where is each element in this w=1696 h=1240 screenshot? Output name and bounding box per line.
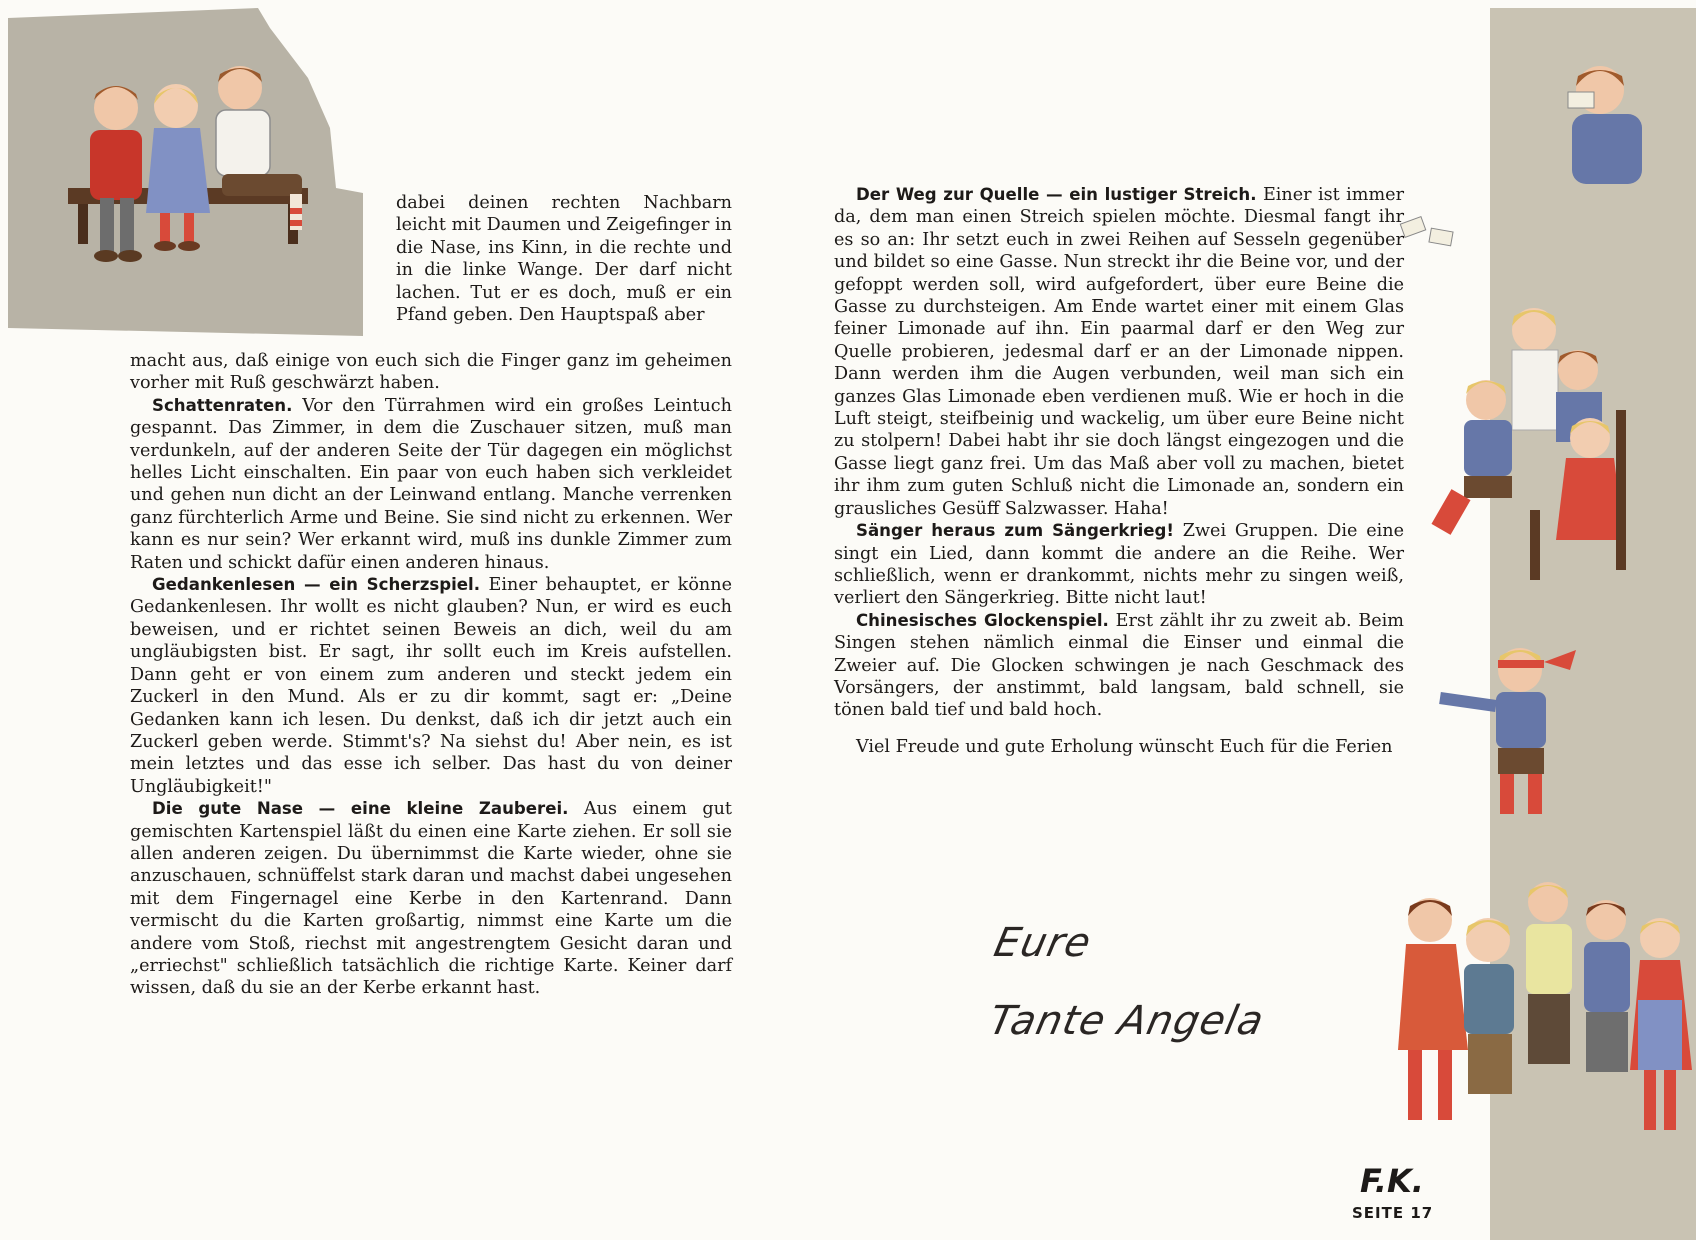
signature-line-1: Eure	[990, 920, 1096, 966]
section-title: Sänger heraus zum Sängerkrieg!	[856, 521, 1174, 541]
right-column	[834, 184, 1404, 758]
section-title: Gedankenlesen — ein Scherzspiel.	[152, 575, 481, 595]
intro-text-top	[396, 192, 732, 326]
section-body: Zwei Gruppen. Die eine singt ein Lied, dann kommt die andere an die Reihe. Wer schließlich, wenn er drankommt, nichts mehr zu singen weiß, verliert den Sängerkrieg. Bitte nicht laut!	[834, 521, 1404, 609]
children-group-illustration	[1378, 880, 1696, 1180]
signature-line-2: Tante Angela	[985, 998, 1269, 1044]
section-body: Erst zählt ihr zu zweit ab. Beim Singen stehen nämlich einmal die Einser und einmal die Zweier auf. Die Glocken schwingen je nach Geschmack des Vorsängers, der anstimmt, bald langsam, bald schnell, sie tönen bald tief und bald hoch.	[834, 610, 1404, 721]
section-title: Die gute Nase — eine kleine Zauberei.	[152, 799, 569, 819]
intro-continuation: macht aus, daß einige von euch sich die Finger ganz im geheimen vorher mit Ruß geschwärzt haben.	[130, 351, 732, 394]
section-die-gute-nase	[130, 798, 732, 1000]
children-on-bench-illustration	[8, 8, 363, 336]
intro-paragraph	[396, 192, 732, 326]
section-saengerkrieg	[834, 520, 1404, 610]
section-gedankenlesen	[130, 574, 732, 798]
section-title: Chinesisches Glockenspiel.	[856, 610, 1109, 630]
left-column	[130, 350, 732, 1000]
closing-greeting: Viel Freude und gute Erholung wünscht Euch für die Ferien	[856, 736, 1393, 757]
section-title: Schattenraten.	[152, 395, 293, 415]
intro-text-part-visible: dabei deinen rechten Nachbarn leicht mit Daumen und Zeigefinger in die Nase, ins Kinn, in die rechte und in die linke Wange. Der darf nicht lachen. Tut er es doch, muß er ein Pfand geben. Den Hauptspaß aber	[396, 193, 732, 326]
section-schattenraten	[130, 395, 732, 574]
section-body: Einer behauptet, er könne Gedankenlesen. Ihr wollt es nicht glauben? Nun, er wird es euch beweisen, und er richtet seinen Beweis an dich, weil du am ungläubigsten bist. Er sagt, ihr sollt euch im Kreis aufstellen. Dann geht er von einem zum anderen und steckt jedem ein Zuckerl in den Mund. Als er zu dir kommt, sagt er: „Deine Gedanken kann ich lesen. Du denkst, daß ich dir jetzt auch ein Zuckerl geben werde. Stimmt's? Na siehst du! Aber nein, es ist mein letztes und das esse ich selber. Das hast du von deiner Ungläubigkeit!"	[130, 575, 732, 797]
section-weg-zur-quelle	[834, 184, 1404, 520]
artist-monogram: F.K.	[1360, 1162, 1424, 1200]
section-body: Einer ist immer da, dem man einen Streich spielen möchte. Diesmal fangt ihr es so an: Ihr setzt euch in zwei Reihen auf Sesseln gegenüber und bildet so eine Gasse. Nun streckt ihr die Beine vor, und der gefoppt werden soll, wird aufgefordert, über eure Beine die Gasse zu durchsteigen. Am Ende wartet einer mit einem Glas feiner Limonade auf ihn. Ein paarmal darf er den Weg zur Quelle probieren, jedesmal darf er an der Limonade nippen. Dann werden ihm die Augen verbunden, weil man sich ein ganzes Glas Limonade eben verdienen muß. Wie er hoch in die Luft steigt, steifbeinig und wackelig, um über eure Beine nicht zu stolpern! Dabei habt ihr sie doch längst eingezogen und die Gasse liegt ganz frei. Um das Maß aber voll zu machen, bietet ihr ihm zum guten Schluß nicht die Limonade an, sondern ein grausliches Gesüff Salzwasser. Haha!	[834, 185, 1404, 519]
section-title: Der Weg zur Quelle — ein lustiger Streich.	[856, 185, 1257, 204]
page-number: SEITE 17	[1352, 1204, 1434, 1222]
section-body: Aus einem gut gemischten Kartenspiel läßt du einen eine Karte ziehen. Er soll sie allen anderen zeigen. Du übernimmst die Karte wieder, ohne sie anzuschauen, schnüffelst stark daran und machst dabei ungesehen mit dem Fingernagel eine Kerbe in den Kartenrand. Dann vermischt du die Karten großartig, nimmst eine Karte um die andere vom Stoß, riechst mit angestrengtem Gesicht daran und „erriechst" schließlich tatsächlich die richtige Karte. Keiner darf wissen, daß du sie an der Kerbe erkannt hast.	[130, 799, 732, 999]
side-strip-children-illustration	[1380, 30, 1696, 870]
section-body: Vor den Türrahmen wird ein großes Leintuch gespannt. Das Zimmer, in dem die Zuschauer sitzen, muß man verdunkeln, auf der anderen Seite der Tür dagegen ein möglichst helles Licht einschalten. Ein paar von euch haben sich verkleidet und gehen nun dicht an der Leinwand entlang. Manche verrenken ganz fürchterlich Arme und Beine. Sie sind nicht zu erkennen. Wer kann es nur sein? Wer erkannt wird, muß ins dunkle Zimmer zum Raten und schickt dafür einen anderen hinaus.	[130, 395, 732, 573]
section-glockenspiel	[834, 610, 1404, 722]
